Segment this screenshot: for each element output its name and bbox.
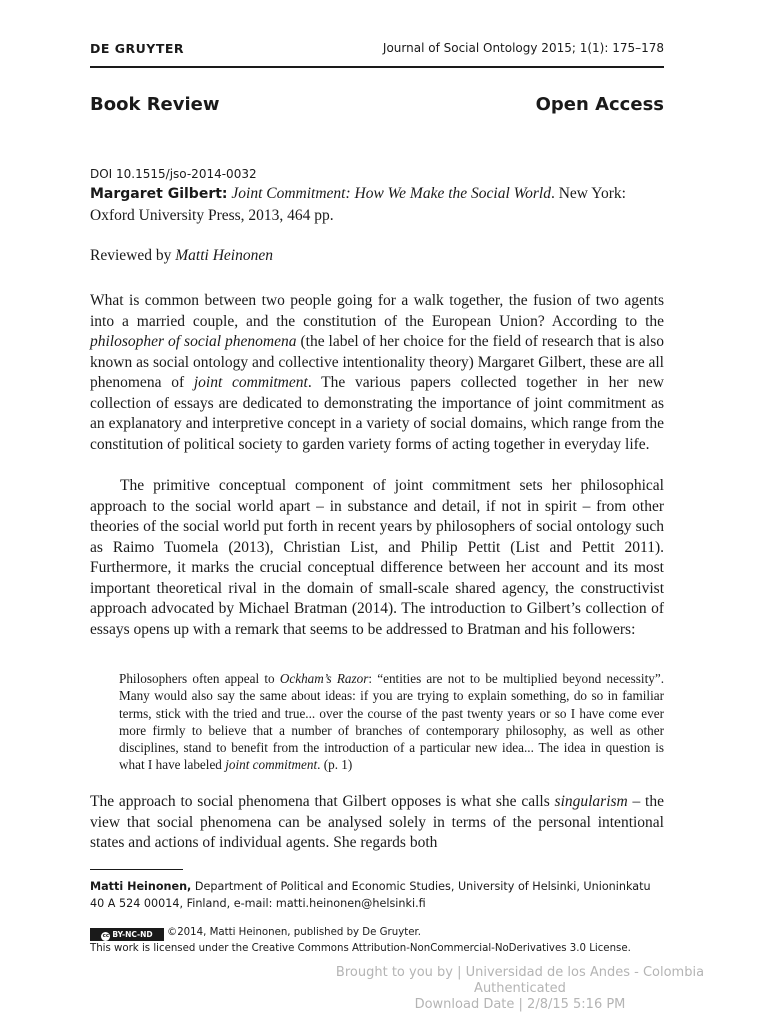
- copyright-line: [90, 925, 664, 941]
- section-type: Book Review: [90, 94, 220, 115]
- paragraph-1-text-a: What is common between two people going for a walk together, the fusion of two agents into a married couple, and the constitution of the European Union? According to the: [90, 292, 664, 330]
- paragraph-3-text-b: – the view that social phenomena can be analysed solely in terms of the personal intentional states and actions of individual agents. She regards both: [90, 793, 664, 851]
- quote-text-a: Philosophers often appeal to: [119, 671, 280, 686]
- book-citation: [90, 183, 664, 226]
- paragraph-3: [90, 792, 664, 854]
- open-access-label: Open Access: [535, 94, 664, 115]
- reviewer-line: [90, 245, 273, 266]
- watermark-line-3: Download Date | 2/8/15 5:16 PM: [414, 997, 626, 1012]
- license-text: This work is licensed under the Creative Commons Attribution-NonCommercial-NoDerivatives 3.0 License.: [90, 943, 631, 954]
- license-block: [90, 925, 664, 956]
- reviewed-prefix: Reviewed by: [90, 247, 176, 264]
- paragraph-1: [90, 291, 664, 455]
- doi[interactable]: DOI 10.1515/jso-2014-0032: [90, 167, 257, 181]
- affiliation-name: Matti Heinonen,: [90, 880, 192, 893]
- quote-emphasis-1: Ockham’s Razor: [279, 671, 369, 686]
- cc-circle-icon: cc: [102, 933, 110, 939]
- affiliation-details: Department of Political and Economic Studies, University of Helsinki, Unioninkatu 40 A 524 00014, Finland, e-mail: matti.heinonen@helsinki.fi: [90, 880, 651, 910]
- book-publication: . New York: Oxford University Press, 2013, 464 pp.: [90, 185, 626, 224]
- download-watermark: [330, 965, 710, 1013]
- author-affiliation: [90, 878, 664, 912]
- paragraph-3-emphasis: singularism: [554, 793, 628, 810]
- quote-text-b: : “entities are not to be multiplied beyond necessity”. Many would also say the same about ideas: if you are trying to explain something, do so in familiar terms, stick with the tried and true... over the course of the past twenty years or so I have come ever more firmly to believe that a number of branches of contemporary philosophy, as well as other disciplines, stand to benefit from the introduction of a particular new idea... The idea in question is what I have labeled: [119, 671, 664, 773]
- running-header: [90, 40, 664, 68]
- paragraph-1-emphasis-2: joint commitment: [193, 374, 308, 391]
- quote-emphasis-2: joint commitment: [225, 757, 318, 773]
- paragraph-1-text-c: . The various papers collected together in her new collection of essays are dedicated to demonstrating the importance of joint commitment as an explanatory and interpretive concept in a variety of social domains, which range from the constitution of political society to garden variety forms of acting together in everyday life.: [90, 374, 665, 453]
- block-quote: [119, 670, 664, 774]
- journal-citation: Journal of Social Ontology 2015; 1(1): 175–178: [382, 41, 664, 55]
- copyright-text: ©2014, Matti Heinonen, published by De Gruyter.: [167, 927, 421, 938]
- paragraph-1-text-b: (the label of her choice for the field of research that is also known as social ontology and collective intentionality theory) Margaret Gilbert, these are all phenomena of: [90, 333, 665, 391]
- cc-license-icon[interactable]: [90, 928, 164, 941]
- watermark-line-1: Brought to you by | Universidad de los Andes - Colombia: [335, 965, 705, 980]
- footnote-divider: [90, 869, 183, 870]
- paragraph-1-emphasis-1: philosopher of social phenomena: [90, 333, 297, 350]
- reviewer-name: Matti Heinonen: [175, 247, 273, 264]
- paragraph-2: The primitive conceptual component of joint commitment sets her philosophical approach to the social world apart – in substance and detail, if not in spirit – from other theories of the social world put forth in recent years by philosophers of social ontology such as Raimo Tuomela (2013), Christian List, and Philip Pettit (List and Pettit 2011). Furthermore, it marks the crucial conceptual difference between her account and its most important theoretical rival in the domain of small-scale shared agency, the constructivist approach advocated by Michael Bratman (2014). The introduction to Gilbert’s collection of essays opens up with a remark that seems to be addressed to Bratman and his followers:: [90, 477, 664, 638]
- book-title: Joint Commitment: How We Make the Social World: [231, 185, 551, 202]
- quote-text-c: . (p. 1): [317, 757, 353, 773]
- cc-badge-label: BY-NC-ND: [112, 930, 153, 939]
- paragraph-3-text-a: The approach to social phenomena that Gilbert opposes is what she calls: [90, 793, 555, 810]
- book-author: Margaret Gilbert:: [90, 186, 228, 202]
- watermark-line-2: Authenticated: [474, 981, 566, 996]
- publisher-name: DE GRUYTER: [90, 41, 185, 56]
